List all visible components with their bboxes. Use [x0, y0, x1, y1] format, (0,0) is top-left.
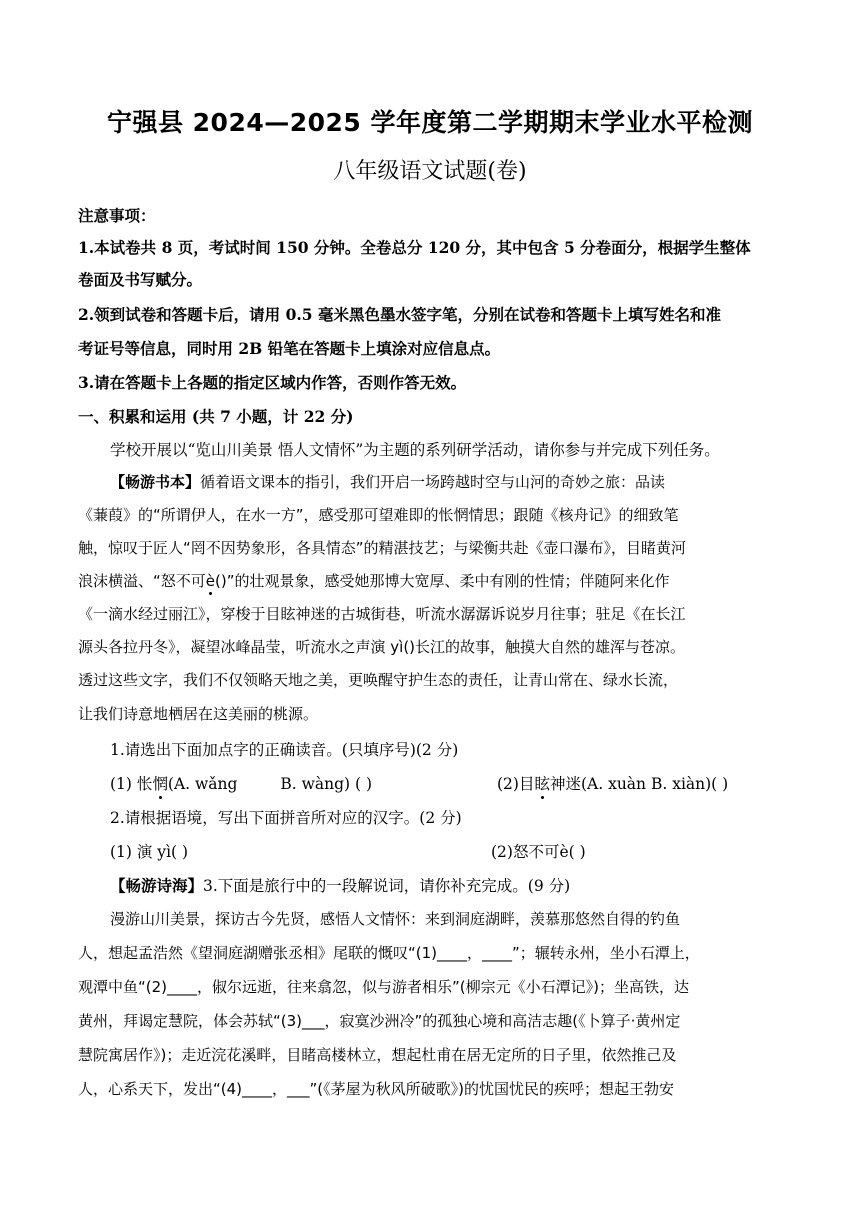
poem-tag: 【畅游诗海】	[110, 876, 204, 895]
exam-title: 宁强县 2024—2025 学年度第二学期期末学业水平检测	[106, 108, 754, 137]
book-paragraph-line: 源头各拉丹冬》，凝望冰峰晶莹，听流水之声演 yì()长江的故事，触摸大自然的雄浑与苍凉。	[78, 638, 686, 656]
dotted-char: 惘	[152, 772, 168, 794]
section-intro: 学校开展以“览山川美景 悟人文情怀”为主题的系列研学活动，请你参与并完成下列任务。	[110, 441, 720, 459]
question-1-stem: 1.请选出下面加点字的正确读音。(只填序号)(2 分)	[110, 741, 459, 759]
notes-line: 卷面及书写赋分。	[78, 270, 203, 289]
question-1-options	[110, 772, 372, 794]
poem-paragraph-line: 观潭中鱼“(2)____，俶尔远逝，往来翕忽，似与游者相乐”(柳宗元《小石潭记》)；坐高铁，达	[78, 978, 689, 996]
book-text: ()”的壮观景象，感受她那博大宽厚、柔中有刚的性情；伴随阿来化作	[215, 572, 670, 590]
dotted-char: è	[205, 572, 216, 590]
option-text: (A. wǎng	[167, 775, 238, 793]
book-paragraph-line	[78, 570, 670, 591]
option-text: 神迷(A. xuàn B. xiàn)( )	[549, 775, 729, 793]
notes-line: 2.领到试卷和答题卡后，请用 0.5 毫米黑色墨水签字笔，分别在试卷和答题卡上填写姓名和准	[78, 305, 721, 324]
option-text: (2)目	[497, 775, 535, 793]
question-1-option-2	[497, 772, 728, 794]
option-text: (1) 怅	[110, 775, 153, 793]
question-2-option-1: (1) 演 yì( )	[110, 843, 189, 861]
notes-line: 1.本试卷共 8 页，考试时间 150 分钟。全卷总分 120 分，其中包含 5 分卷面分，根据学生整体	[78, 238, 751, 257]
poem-paragraph-line: 黄州，拜谒定慧院，体会苏轼“(3)___，寂寞沙洲冷”的孤独心境和高洁志趣(《卜算子·黄州定	[78, 1012, 681, 1030]
question-2-stem: 2.请根据语境，写出下面拼音所对应的汉字。(2 分)	[110, 809, 462, 827]
option-text: B. wàng) ( )	[280, 775, 373, 793]
poem-paragraph-line: 人，想起孟浩然《望洞庭湖赠张丞相》尾联的慨叹“(1)____，____”；辗转永州，坐小石潭上，	[78, 944, 700, 962]
book-paragraph-line: 触，惊叹于匠人“罔不因势象形，各具情态”的精湛技艺；与梁衡共赴《壶口瀑布》，目睹黄河	[78, 539, 687, 557]
poem-paragraph-line: 人，心系天下，发出“(4)____，___”(《茅屋为秋风所破歌》)的忧国忧民的疾呼；想起王勃安	[78, 1080, 674, 1098]
book-paragraph-line: 透过这些文字，我们不仅领略天地之美，更唤醒守护生态的责任，让青山常在、绿水长流，	[78, 671, 679, 689]
book-paragraph-line: 让我们诗意地栖居在这美丽的桃源。	[78, 705, 319, 723]
notes-heading: 注意事项：	[78, 206, 156, 225]
question-3-text: 3.下面是旅行中的一段解说词，请你补充完成。(9 分)	[203, 877, 571, 895]
book-paragraph-line	[110, 471, 665, 492]
book-text: 循着语文课本的指引，我们开启一场跨越时空与山河的奇妙之旅：品读	[200, 473, 666, 491]
book-paragraph-line: 《一滴水经过丽江》，穿梭于目眩神迷的古城街巷，听流水潺潺诉说岁月往事；驻足《在长江	[78, 605, 686, 623]
book-text: 浪沫横溢、“怒不可	[78, 572, 206, 590]
poem-paragraph-line: 慧院寓居作》)；走近浣花溪畔，目睹高楼林立，想起杜甫在居无定所的日子里，依然推己及	[78, 1046, 677, 1064]
dotted-char: 眩	[534, 772, 550, 794]
question-3-stem	[110, 874, 570, 896]
book-paragraph-line: 《蒹葭》的“所谓伊人，在水一方”，感受那可望难即的怅惘情思；跟随《核舟记》的细致笔	[78, 506, 679, 524]
poem-paragraph-line: 漫游山川美景，探访古今先贤，感悟人文情怀：来到洞庭湖畔，羡慕那悠然自得的钓鱼	[110, 910, 681, 928]
book-tag: 【畅游书本】	[110, 473, 201, 491]
section-heading: 一、积累和运用 (共 7 小题，计 22 分)	[78, 407, 354, 426]
question-2-option-2: (2)怒不可è( )	[491, 843, 586, 861]
notes-line: 考证号等信息，同时用 2B 铅笔在答题卡上填涂对应信息点。	[78, 339, 501, 358]
notes-line: 3.请在答题卡上各题的指定区域内作答，否则作答无效。	[78, 373, 467, 392]
exam-subtitle: 八年级语文试题(卷)	[333, 159, 527, 184]
